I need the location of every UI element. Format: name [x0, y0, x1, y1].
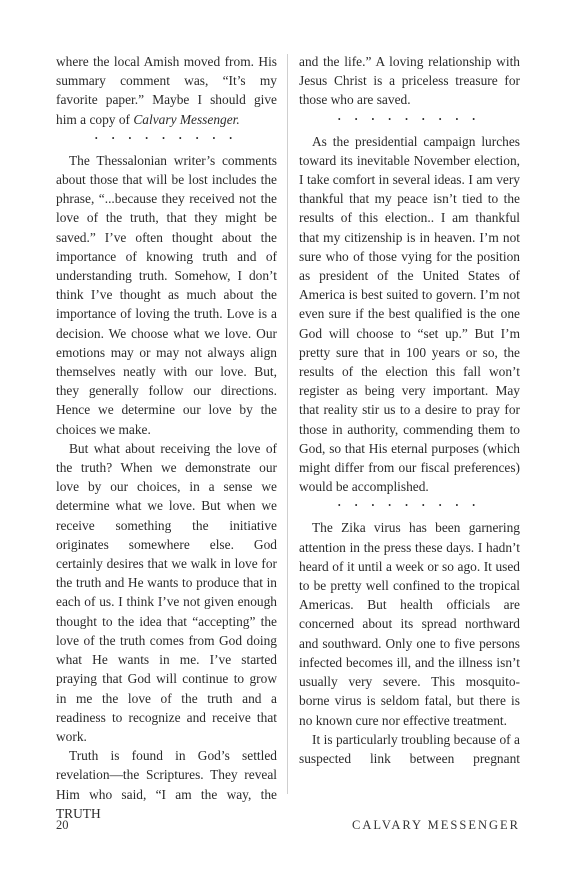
paragraph [56, 52, 277, 129]
section-divider: • • • • • • • • • [337, 501, 482, 511]
magazine-title-italic: Calvary Messenger. [133, 111, 240, 127]
paragraph: As the presidential campaign lurches toward its inevitable November election, I take comfort in several ideas. I am very thankful that my peace isn’t tied to the results of this election.. I am thankful that my citizenship is in heaven. I’m not sure who of those vying for the position as president of the United States of America is best suited to govern. I’m not even sure if the best qualified is the one God will choose to “set up.” But I’m pretty sure that in 100 years or so, the results of the election this fall won’t register as being very important. May that reality stir us to a desire to pray for those in authority, commending them to God, so that His eternal purposes (which might differ from our fiscal preferences) would be accomplished. [299, 133, 520, 495]
paragraph: and the life.” A loving relationship with Jesus Christ is a priceless treasure for those who are saved. [299, 54, 520, 108]
left-column [56, 52, 277, 823]
paragraph: Truth is found in God’s settled revelation—the Scriptures. They reveal Him who said, “I am the way, the TRUTH [56, 748, 277, 821]
paragraph-text: where the local Amish moved from. His summary comment was, “It’s my favorite paper.” Maybe I should give him a copy of [56, 54, 277, 127]
page-number: 20 [56, 818, 69, 832]
section-divider: • • • • • • • • • [337, 114, 482, 124]
running-title: CALVARY MESSENGER [352, 818, 520, 832]
paragraph: The Zika virus has been garnering attention in the press these days. I hadn’t heard of it until a week or so ago. It used to be pretty well confined to the tropical Americas. But health officials are concerned about its spread northward and southward. Only one to five persons infected becomes ill, and the illness isn’t usually very severe. This mosquito-borne virus is seldom fatal, but there is no known cure nor effective treatment. [299, 520, 520, 728]
paragraph: The Thessalonian writer’s comments about those that will be lost includes the phrase, “...because they received not the love of the truth, that they might be saved.” I’ve often thought about the importance of knowing truth and of understanding truth. Somehow, I don’t think I’ve thought as much about the importance of loving the truth. Love is a decision. We choose what we love. Our emotions may or may not always align themselves neatly with our love. But, they generally follow our directions. Hence we determine our love by the choices we make. [56, 152, 277, 437]
section-divider: • • • • • • • • • [94, 133, 239, 143]
right-column [299, 52, 520, 768]
paragraph: But what about receiving the love of the truth? When we demonstrate our love by our choices, in a sense we determine what we love. But when we receive something the initiative originates somewhere else. God certainly desires that we walk in love for the truth and He wants to produce that in each of us. I think I’ve not given enough thought to the idea that “accepting” the love of the truth comes from God doing what He wants in me. I’ve started praying that God will continue to grow in me the love of the truth and a readiness to recognize and receive that work. [56, 440, 277, 744]
column-rule [287, 54, 288, 794]
paragraph: It is particularly troubling because of a suspected link between pregnant [299, 731, 520, 766]
